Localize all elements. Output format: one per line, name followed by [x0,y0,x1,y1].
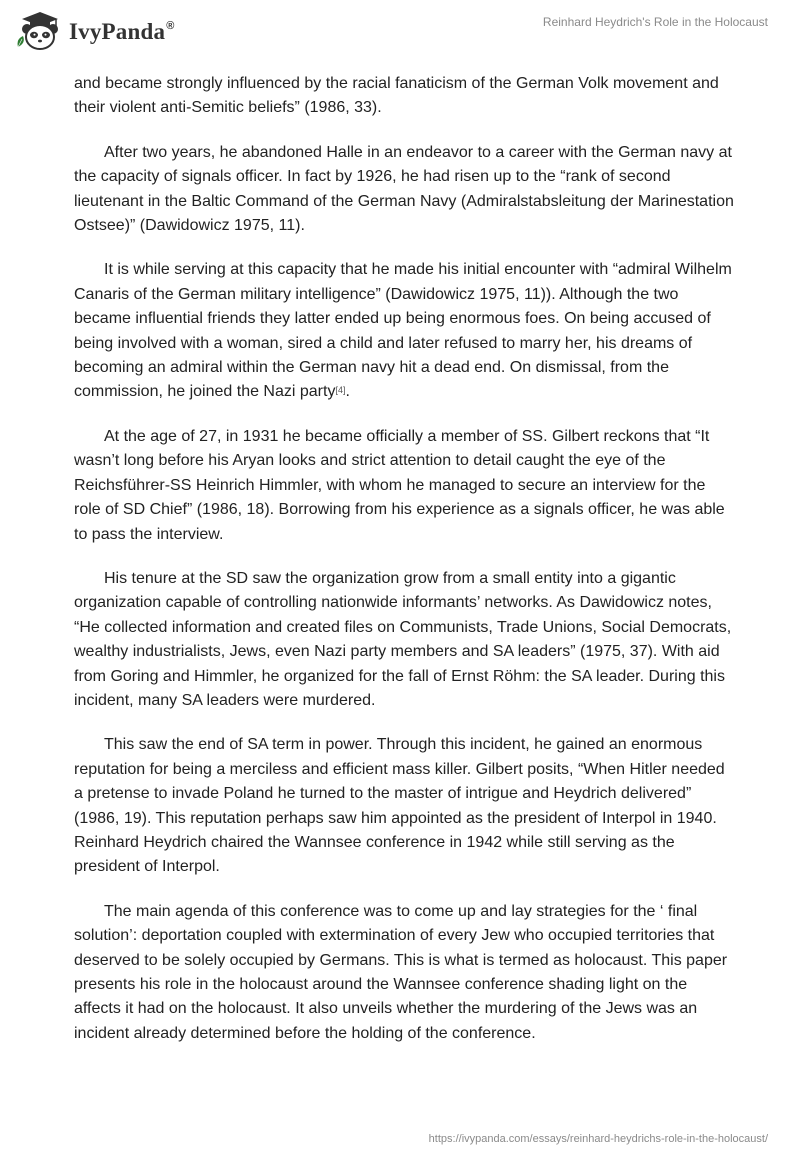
footnote-reference[interactable]: [4] [335,385,346,396]
ivypanda-logo[interactable] [14,9,175,53]
paragraph: The main agenda of this conference was to come up and lay strategies for the ‘ final solution’: deportation coupled with extermination of every Jew who occupied territories that deserved to be solely occupied by Germans. This is what is termed as holocaust. This paper presents his role in the holocaust around the Wannsee conference shading light on the affects it had on the holocaust. It also unveils whether the murdering of the Jews was an incident already determined before the holding of the conference. [74,902,728,1042]
paragraph: This saw the end of SA term in power. Through this incident, he gained an enormous reputation for being a merciless and efficient mass killer. Gilbert posits, “When Hitler needed a pretense to invade Poland he turned to the master of intrigue and Heydrich delivered” (1986, 19). This reputation perhaps saw him appointed as the president of Interpol in 1940. Reinhard Heydrich chaired the Wannsee conference in 1942 while still serving as the president of Interpol. [74,736,725,876]
brand-name: IvyPanda® [69,19,175,44]
registered-mark: ® [166,20,175,32]
paragraph [74,258,734,404]
paragraph: After two years, he abandoned Halle in an endeavor to a career with the German navy at the capacity of signals officer. In fact by 1926, he had risen up to the “rank of second lieutenant in the Baltic Command of the German Navy (Admiralstabsleitung der Marinestation Ostsee)” (Dawidowicz 1975, 11). [74,143,734,235]
paragraph-end: . [345,383,350,401]
paragraph: His tenure at the SD saw the organization grow from a small entity into a gigantic organization capable of controlling nationwide informants’ networks. As Dawidowicz notes, “He collected information and created files on Communists, Trade Unions, Social Democrats, wealthy industrialists, Jews, even Nazi party members and SA leaders” (1975, 37). With aid from Goring and Himmler, he organized for the fall of Ernst Röhm: the SA leader. During this incident, many SA leaders were murdered. [74,569,732,709]
panda-graduation-cap-icon [14,9,62,53]
paragraph: At the age of 27, in 1931 he became officially a member of SS. Gilbert reckons that “It wasn’t long before his Aryan looks and strict attention to detail caught the eye of the Reichsführer-SS Heinrich Himmler, with whom he managed to secure an interview for the role of SD Chief” (1986, 18). Borrowing from his experience as a signals officer, he was able to pass the interview. [74,427,725,543]
paragraph-text: It is while serving at this capacity that he made his initial encounter with “admiral Wilhelm Canaris of the German military intelligence” (Dawidowicz 1975, 11)). Although the two became influential friends they latter ended up being enormous foes. On being accused of being involved with a woman, sired a child and later refused to marry her, his dreams of becoming an admiral within the German navy hit a dead end. On dismissal, from the commission, he joined the Nazi party [74,261,732,401]
document-title: Reinhard Heydrich's Role in the Holocaust [542,15,768,29]
paragraph: and became strongly influenced by the racial fanaticism of the German Volk movement and their violent anti-Semitic beliefs” (1986, 33). [74,75,719,117]
essay-body [74,72,734,1066]
source-url[interactable]: https://ivypanda.com/essays/reinhard-heydrichs-role-in-the-holocaust/ [428,1133,768,1145]
page-header [0,0,800,60]
